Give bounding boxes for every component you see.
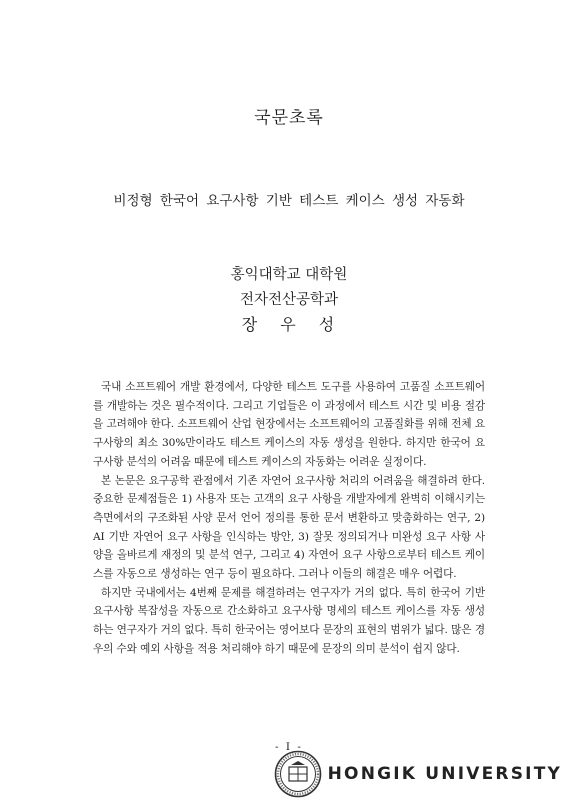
- thesis-title: 비정형 한국어 요구사항 기반 테스트 케이스 생성 자동화: [113, 193, 465, 209]
- department-name: 전자전산공학과: [239, 292, 339, 308]
- university-name: 홍익대학교 대학원: [230, 267, 348, 283]
- page-number: - I -: [275, 741, 303, 753]
- abstract-paragraph-3: 하지만 국내에서는 4번째 문제를 해결하려는 연구자가 거의 없다. 특히 한국어 기반 요구사항 복잡성을 자동으로 간소화하고 요구사항 명세의 테스트 케이스를 자동 생성하는 연구자가 거의 없다. 특히 한국어는 영어보다 문장의 표현의 범위가 넓다. 많은 경우의 수와 예외 사항을 적용 처리해야 하기 때문에 문장의 의미 분석이 쉽지 않다.: [93, 586, 485, 655]
- abstract-paragraph-2: 본 논문은 요구공학 관점에서 기존 자연어 요구사항 처리의 어려움을 해결하려 한다. 중요한 문제점들은 1) 사용자 또는 고객의 요구 사항을 개발자에게 완벽히 이해시키는 측면에서의 구조화된 사양 문서 언어 정의를 통한 문서 변환하고 맞춤화하는 연구, 2) AI 기반 자연어 요구 사항을 인식하는 방안, 3) 잘못 정의되거나 미완성 요구 사항 사양을 올바르게 재정의 및 분석 연구, 그리고 4) 자연어 요구 사항으로부터 테스트 케이스를 자동으로 생성하는 연구 등이 필요하다. 그러나 이들의 해결은 매우 어렵다.: [93, 474, 485, 581]
- abstract-body: [93, 378, 485, 659]
- university-seal-icon: [274, 750, 322, 798]
- university-logo: [274, 750, 562, 798]
- university-wordmark: HONGIK UNIVERSITY: [327, 764, 562, 784]
- abstract-paragraph-1: 국내 소프트웨어 개발 환경에서, 다양한 테스트 도구를 사용하여 고품질 소프트웨어를 개발하는 것은 필수적이다. 그리고 기업들은 이 과정에서 테스트 시간 및 비용 절감을 고려해야 한다. 소프트웨어 산업 현장에서는 소프트웨어의 고품질화를 위해 전체 요구사항의 최소 30%만이라도 테스트 케이스의 자동 생성을 원한다. 하지만 한국어 요구사항 분석의 어려움 때문에 테스트 케이스의 자동화는 어려운 실정이다.: [93, 381, 485, 468]
- abstract-heading: 국문초록: [254, 108, 324, 128]
- author-name: 장 우 성: [241, 315, 337, 334]
